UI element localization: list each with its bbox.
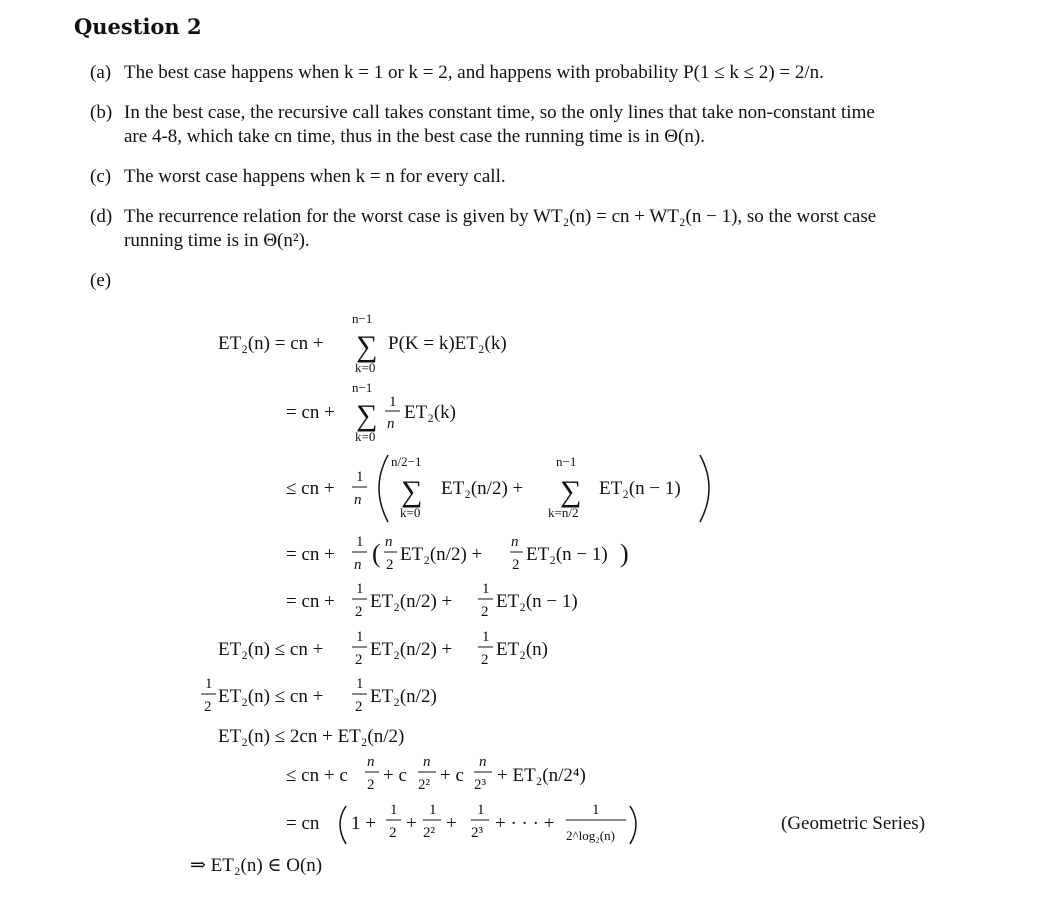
frac-den: 2: [386, 557, 394, 573]
sum-upper: n−1: [556, 454, 577, 469]
geometric-series-note: (Geometric Series): [781, 813, 926, 834]
frac-den: n: [354, 492, 362, 508]
frac-num: 1: [356, 676, 364, 692]
frac-num: n: [511, 534, 519, 550]
line7-lhs: ET₂(n) ≤ cn +: [218, 686, 324, 707]
line10-dots: + · · · +: [495, 813, 555, 834]
line4-b: ET₂(n − 1): [526, 544, 608, 565]
part-label: (a): [90, 62, 112, 83]
line6-a: ET₂(n/2) +: [370, 639, 453, 660]
frac-num: 1: [390, 802, 398, 818]
sum-upper: n−1: [352, 380, 373, 395]
part-text: In the best case, the recursive call takes constant time, so the only lines that take non-constant time: [124, 102, 875, 123]
plus: +: [406, 813, 417, 834]
frac-num: n: [479, 754, 487, 770]
frac-den: 2³: [471, 825, 483, 841]
frac-num: 1: [356, 581, 364, 597]
plus: +: [446, 813, 457, 834]
frac-den: 2²: [418, 777, 430, 793]
frac-den: 2: [367, 777, 375, 793]
line5-a: ET₂(n/2) +: [370, 591, 453, 612]
part-text: running time is in Θ(n²).: [124, 230, 310, 251]
line4-lhs: = cn +: [286, 544, 335, 565]
paren-left: (: [372, 539, 381, 568]
line5-b: ET₂(n − 1): [496, 591, 578, 612]
part-label: (d): [90, 206, 113, 227]
line9-end: + ET₂(n/2⁴): [497, 765, 586, 786]
frac-den: 2: [389, 825, 397, 841]
frac-num: n: [385, 534, 393, 550]
frac-num: 1: [205, 676, 213, 692]
sum-symbol: ∑: [401, 475, 423, 508]
frac-num: 1: [482, 581, 490, 597]
sum-lower: k=0: [355, 360, 376, 375]
paren-right: [630, 806, 636, 844]
line9-lhs: ≤ cn + c: [286, 765, 348, 786]
frac-den: 2²: [423, 825, 435, 841]
line8: ET₂(n) ≤ 2cn + ET₂(n/2): [218, 726, 405, 747]
line7-a: ET₂(n/2): [370, 686, 437, 707]
frac-num: n: [423, 754, 431, 770]
paren-right: ): [620, 539, 629, 568]
frac-den: n: [354, 557, 362, 573]
part-text: The recurrence relation for the worst case is given by WT₂(n) = cn + WT₂(n − 1), so the worst case: [124, 206, 877, 227]
frac-num: 1: [482, 629, 490, 645]
frac-den: 2: [512, 557, 520, 573]
line3-mid: ET₂(n/2) +: [441, 478, 524, 499]
frac-den: 2: [481, 604, 489, 620]
frac-den: 2: [355, 604, 363, 620]
frac-den: n: [387, 416, 395, 432]
plus-c: + c: [383, 765, 407, 786]
frac-den: 2: [355, 699, 363, 715]
line10-lhs: = cn: [286, 813, 320, 834]
sum-lower: k=0: [355, 429, 376, 444]
part-text: The worst case happens when k = n for every call.: [124, 166, 506, 187]
sum-lower: k=n/2: [548, 505, 579, 520]
part-label: (c): [90, 166, 112, 187]
line2-rhs: ET₂(k): [404, 402, 456, 423]
frac-num: 1: [429, 802, 437, 818]
sum-symbol: ∑: [356, 399, 378, 432]
part-label: (e): [90, 270, 112, 291]
line3-lhs: ≤ cn +: [286, 478, 335, 499]
line3-end: ET₂(n − 1): [599, 478, 681, 499]
sum-upper: n/2−1: [391, 454, 422, 469]
line4-a: ET₂(n/2) +: [400, 544, 483, 565]
line6-lhs: ET₂(n) ≤ cn +: [218, 639, 324, 660]
big-paren-left: [379, 455, 388, 522]
frac-num: 1: [356, 629, 364, 645]
sum-lower: k=0: [400, 505, 421, 520]
paren-left: [340, 806, 346, 844]
part-text: The best case happens when k = 1 or k = 2, and happens with probability P(1 ≤ k ≤ 2) = 2/n.: [124, 62, 824, 83]
frac-den: 2: [481, 652, 489, 668]
line1-rhs: P(K = k)ET₂(k): [388, 333, 507, 354]
frac-den: 2: [355, 652, 363, 668]
sum-symbol: ∑: [560, 475, 582, 508]
line1-lhs: ET₂(n) = cn +: [218, 333, 324, 354]
frac-num: 1: [356, 469, 364, 485]
question-title: Question 2: [74, 14, 202, 39]
frac-den: 2: [204, 699, 212, 715]
frac-num: 1: [356, 534, 364, 550]
part-text: are 4-8, which take cn time, thus in the best case the running time is in Θ(n).: [124, 126, 705, 147]
conclusion: ⇒ ET₂(n) ∈ O(n): [190, 855, 323, 876]
sum-symbol: ∑: [356, 330, 378, 363]
line5-lhs: = cn +: [286, 591, 335, 612]
line10-one: 1 +: [351, 813, 376, 834]
line6-b: ET₂(n): [496, 639, 548, 660]
big-paren-right: [700, 455, 709, 522]
plus-c: + c: [440, 765, 464, 786]
part-label: (b): [90, 102, 113, 123]
frac-num: 1: [592, 802, 600, 818]
frac-num: 1: [477, 802, 485, 818]
frac-den: 2^log₂(n): [566, 828, 615, 843]
line2-lhs: = cn +: [286, 402, 335, 423]
frac-num: n: [367, 754, 375, 770]
sum-upper: n−1: [352, 311, 373, 326]
frac-num: 1: [389, 394, 397, 410]
frac-den: 2³: [474, 777, 486, 793]
